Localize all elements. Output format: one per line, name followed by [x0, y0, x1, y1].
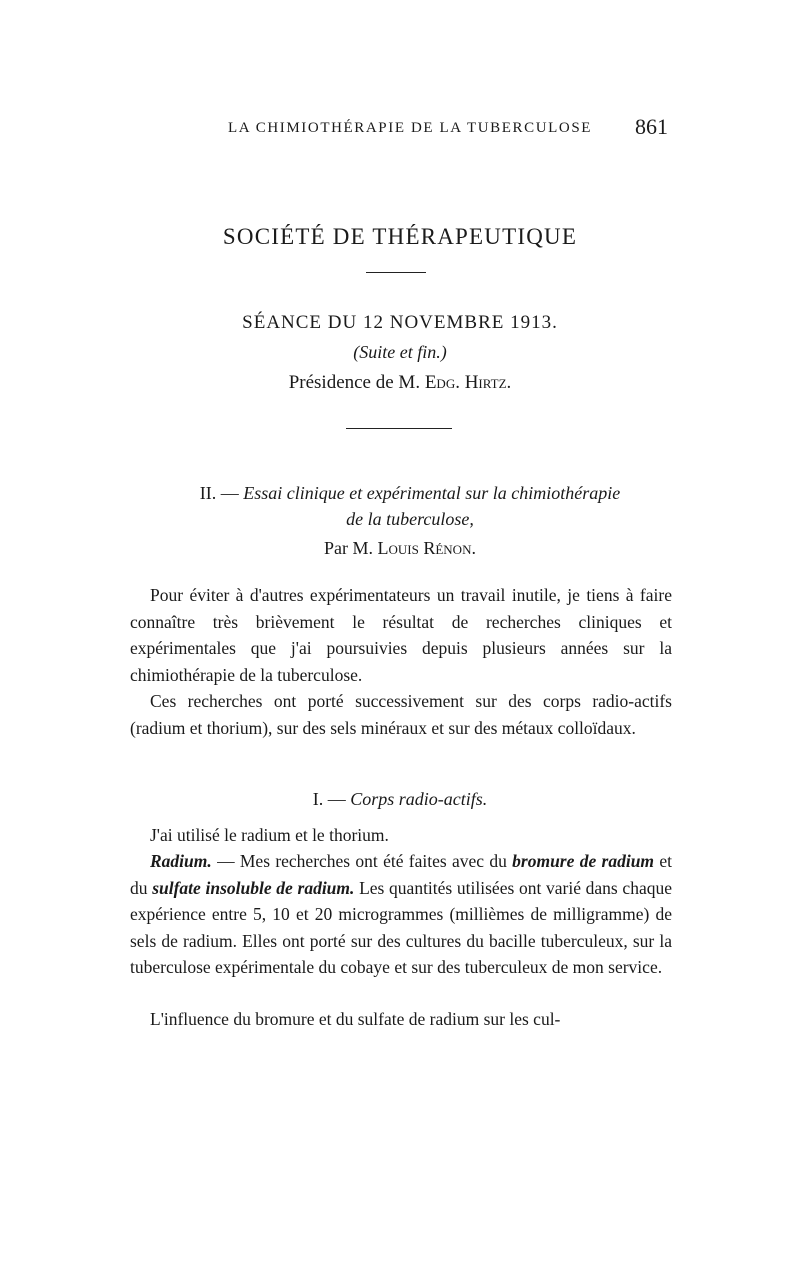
author-prefix: Par M.	[324, 538, 378, 558]
presidency-prefix: Présidence de M.	[288, 372, 425, 393]
radium-text-2: et du	[130, 851, 672, 898]
radium-sulfate: sulfate insoluble de radium.	[152, 877, 355, 898]
paragraph-research	[130, 688, 672, 741]
section-title: Corps radio-actifs.	[350, 789, 488, 809]
page-number: 861	[635, 114, 668, 139]
paragraph-intro	[130, 582, 672, 688]
radium-text-3: Les quantités utilisées ont varié dans chaque expérience entre 5, 10 et 20 microgrammes (millièmes de milligramme) de sels de radium. Elles ont porté sur des cultures du bacille tuberculeux, sur la tuberculose expérimentale du cobaye et sur des tuberculeux de mon service.	[130, 877, 672, 977]
running-header	[228, 114, 668, 144]
divider-long	[346, 428, 452, 429]
president-name: Edg. Hirtz.	[424, 372, 512, 393]
session-continuation: (Suite et fin.)	[353, 342, 447, 362]
divider-short	[366, 272, 426, 273]
article-title-line1: Essai clinique et expérimental sur la chimiothérapie	[243, 483, 621, 503]
paragraph-text: L'influence du bromure et du sulfate de radium sur les cul-	[150, 1009, 561, 1029]
paragraph-text: Pour éviter à d'autres expérimentateurs un travail inutile, je tiens à faire connaître très brièvement le résultat de recherches cliniques et expérimentales que j'ai poursuivies depuis plusieurs années sur la chimiothérapie de la tuberculose.	[130, 585, 672, 685]
article-author	[130, 538, 670, 559]
society-heading: SOCIÉTÉ DE THÉRAPEUTIQUE	[222, 224, 578, 249]
paragraph-text	[130, 848, 672, 981]
paragraph-text: J'ai utilisé le radium et le thorium.	[150, 825, 389, 845]
presidency-line	[130, 372, 670, 394]
article-number: II. —	[199, 483, 244, 503]
paragraph-text: Ces recherches ont porté successivement sur des corps radio-actifs (radium et thorium), sur des sels minéraux et sur des métaux colloïdaux.	[130, 691, 672, 738]
paragraph-influence	[130, 1006, 672, 1033]
paragraph-radium	[130, 848, 672, 981]
article-title-line2: de la tuberculose,	[346, 509, 474, 529]
session-date: SÉANCE DU 12 NOVEMBRE 1913.	[242, 312, 558, 333]
section-heading	[130, 789, 670, 810]
radium-lead: Radium.	[150, 851, 212, 871]
paragraph-used	[130, 822, 672, 849]
radium-text-1: — Mes recherches ont été faites avec du	[211, 851, 513, 871]
running-title: LA CHIMIOTHÉRAPIE DE LA TUBERCULOSE	[228, 120, 593, 136]
section-number: I. —	[312, 789, 351, 809]
author-name: Louis Rénon.	[377, 538, 476, 558]
radium-bromure: bromure de radium	[512, 851, 655, 871]
article-title	[150, 480, 670, 532]
